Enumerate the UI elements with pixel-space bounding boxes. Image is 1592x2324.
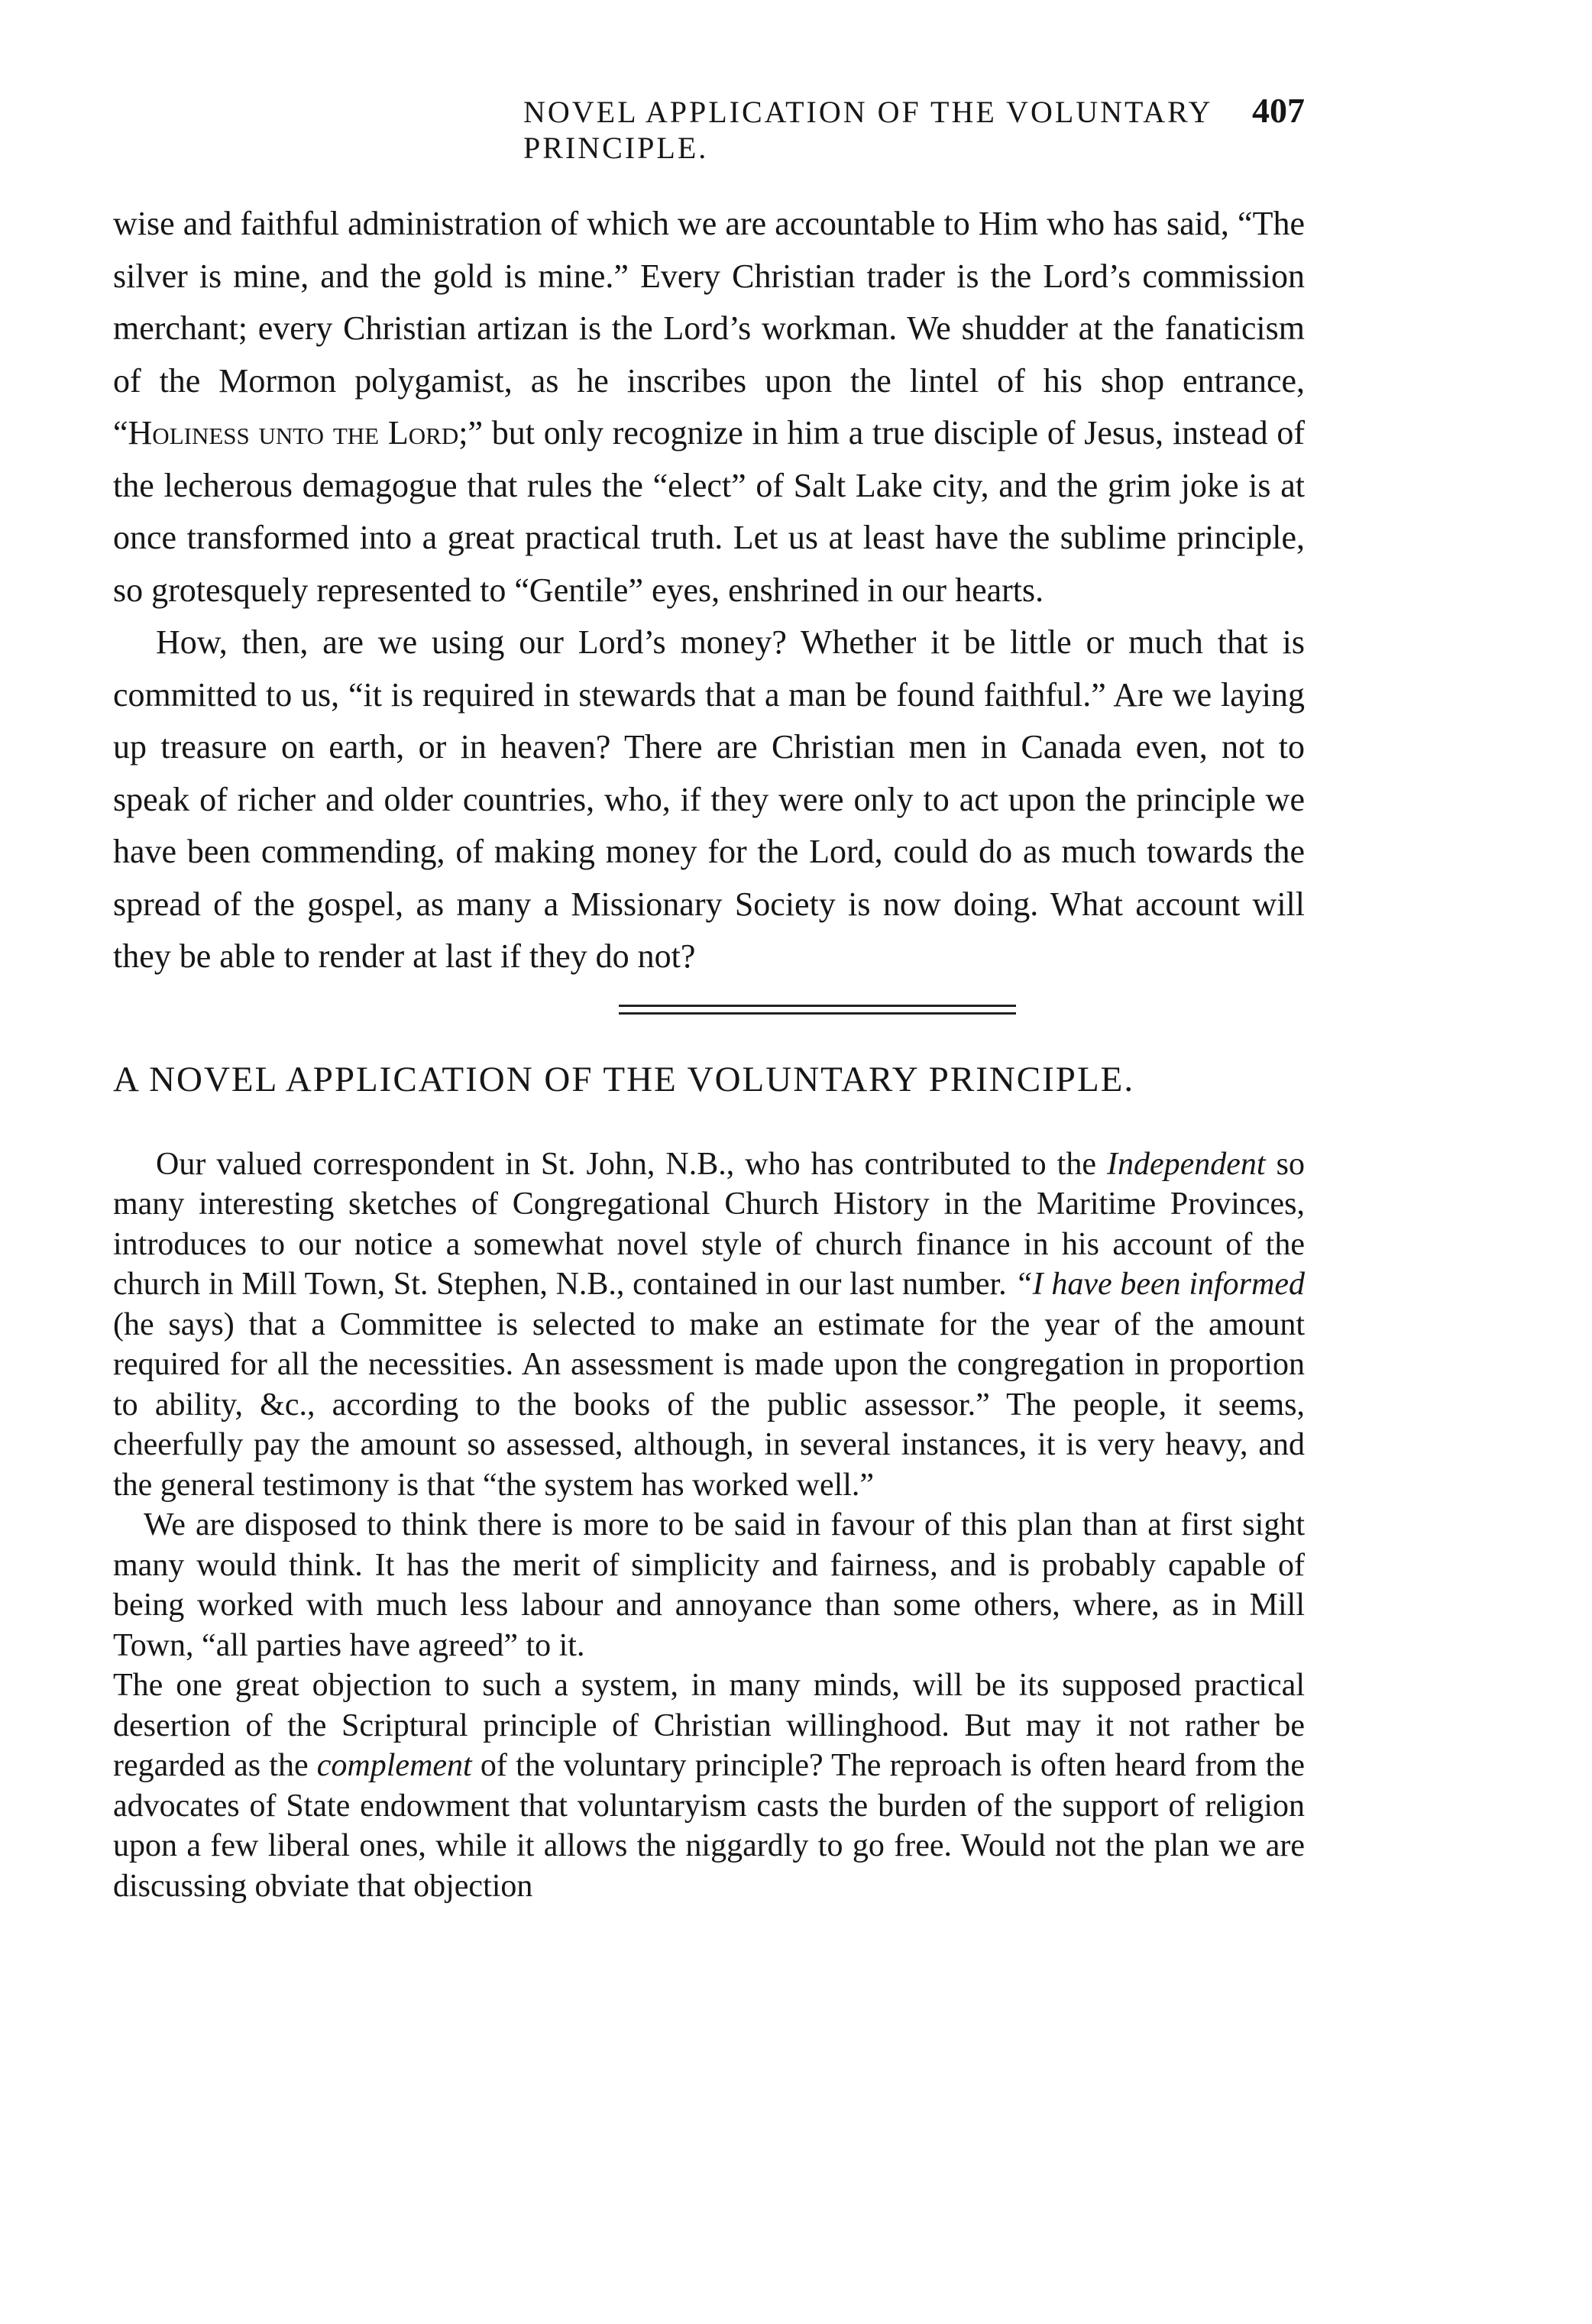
paragraph: The one great objection to such a system, in many minds, will be its supposed practical desertion of the Scriptural principle of Christian willinghood. But may it not rather be regarded as the complement of the voluntary principle? The reproach is often heard from the advocates of State endowment that voluntaryism casts the burden of the support of religion upon a few liberal ones, while it allows the niggardly to go free. Would not the plan we are discussing obviate that objection [113,1668,1305,1904]
paragraph: How, then, are we using our Lord’s money? Whether it be little or much that is committed to us, “it is required in stewards that a man be found faithful.” Are we laying up treasure on earth, or in heaven? There are Christian men in Canada even, not to speak of richer and older countries, who, if they were only to act upon the principle we have been commending, of making money for the Lord, could do as much towards the spread of the gospel, as many a Missionary Society is now doing. What account will they be able to render at last if they do not? [113,623,1305,975]
article-body [113,1144,1305,1907]
inscription-small-caps: Holiness unto the Lord [128,414,459,452]
italic-title: Independent [1107,1146,1266,1182]
paragraph: We are disposed to think there is more to be said in favour of this plan than at first sight many would think. It has the merit of simplicity and fairness, and is probably capable of being worked with much less labour and annoyance than some others, where, as in Mill Town, “all parties have agreed” to it. [113,1507,1305,1663]
paragraph: Our valued correspondent in St. John, N.B., who has contributed to the Independent so many interesting sketches of Congregational Church History in the Maritime Provinces, introduces to our notice a somewhat novel style of church finance in his account of the church in Mill Town, St. Stephen, N.B., contained in our last number. “I have been informed (he says) that a Committee is selected to make an estimate for the year of the amount required for all the necessities. An assessment is made upon the congregation in proportion to ability, &c., according to the books of the public assessor.” The people, it seems, cheerfully pay the amount so assessed, although, in several instances, it is very heavy, and the general testimony is that “the system has worked well.” [113,1146,1305,1503]
article-title: A NOVEL APPLICATION OF THE VOLUNTARY PRINCIPLE. [113,1059,1135,1099]
continued-text [113,198,1305,983]
italic-word: complement [316,1748,472,1783]
page-number: 407 [1252,91,1305,130]
section-divider [619,1005,1016,1015]
running-head [523,90,1305,166]
paragraph: wise and faithful administration of which we are accountable to Him who has said, “The silver is mine, and the gold is mine.” Every Christian trader is the Lord’s commission merchant; every Christian artizan is the Lord’s workman. We shudder at the fanaticism of the Mormon polygamist, as he inscribes upon the lintel of his shop entrance, “Holiness unto the Lord;” but only recognize in him a true disciple of Jesus, instead of the lecherous demagogue that rules the “elect” of Salt Lake city, and the grim joke is at once transformed into a great practical truth. Let us at least have the sublime principle, so grotesquely represented to “Gentile” eyes, enshrined in our hearts. [113,205,1306,609]
running-title: NOVEL APPLICATION OF THE VOLUNTARY PRINCIPLE. [523,95,1212,165]
